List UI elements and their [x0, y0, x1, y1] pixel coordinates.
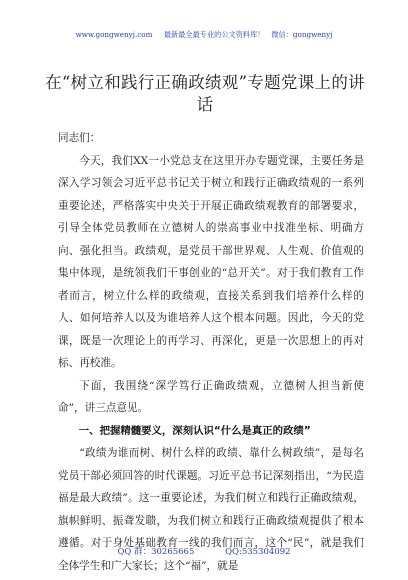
paragraph: 下面，我围绕“深学笃行正确政绩观，立德树人担当新使命”，讲三点意见。 — [58, 379, 364, 414]
qq-number: QQ:535304092 — [225, 547, 291, 557]
wechat-id: 微信：gongwenyj — [271, 30, 333, 39]
site-url[interactable]: www.gongwenyj.com — [75, 30, 153, 39]
section-heading: 一、把握精髓要义，深刻认识“什么是真正的政绩” — [78, 424, 311, 437]
site-header — [0, 30, 408, 42]
document-body — [58, 127, 364, 577]
document-title: 在“树立和践行正确政绩观”专题党课上的讲话 — [45, 73, 365, 114]
qq-group: QQ 群：30265665 — [117, 547, 195, 557]
paragraph: 今天，我们XX一小党总支在这里开办专题党课，主要任务是深入学习领会习近平总书记关于树立和践行正确政绩观的一系列重要论述，严格落实中央关于开展正确政绩观教育的部署要求，引导全体党员教师在立德树人的崇高事业中找准坐标、明确方向、强化担当。政绩观，是党员干部世界观、人生观、价值观的集中体现，是统领我们干事创业的“总开关”。对于我们教育工作者而言，树立什么样的政绩观，直接关系到我们培养什么样的人、如何培养人以及为谁培养人这个根本问题。因此，今天的党课，既是一次理论上的再学习、再深化，更是一次思想上的再对标、再校准。 — [58, 154, 364, 369]
contact-footer — [0, 545, 408, 557]
site-slogan: 最新最全最专业的公文资料库！ — [163, 30, 265, 39]
greeting: 同志们： — [58, 132, 101, 144]
paragraph: “政绩为谁而树、树什么样的政绩、靠什么树政绩”，是每名党员干部必须回答的时代课题。习近平总书记深刻指出，“为民造福是最大政绩”。这一重要论述，为我们树立和践行正确政绩观，旗帜鲜明、振聋发聩，为我们树立和践行正确政绩观提供了根本遵循。对于身处基础教育一线的我们而言，这个“民”，就是我们全体学生和广大家长；这个“福”，就是 — [58, 447, 364, 572]
